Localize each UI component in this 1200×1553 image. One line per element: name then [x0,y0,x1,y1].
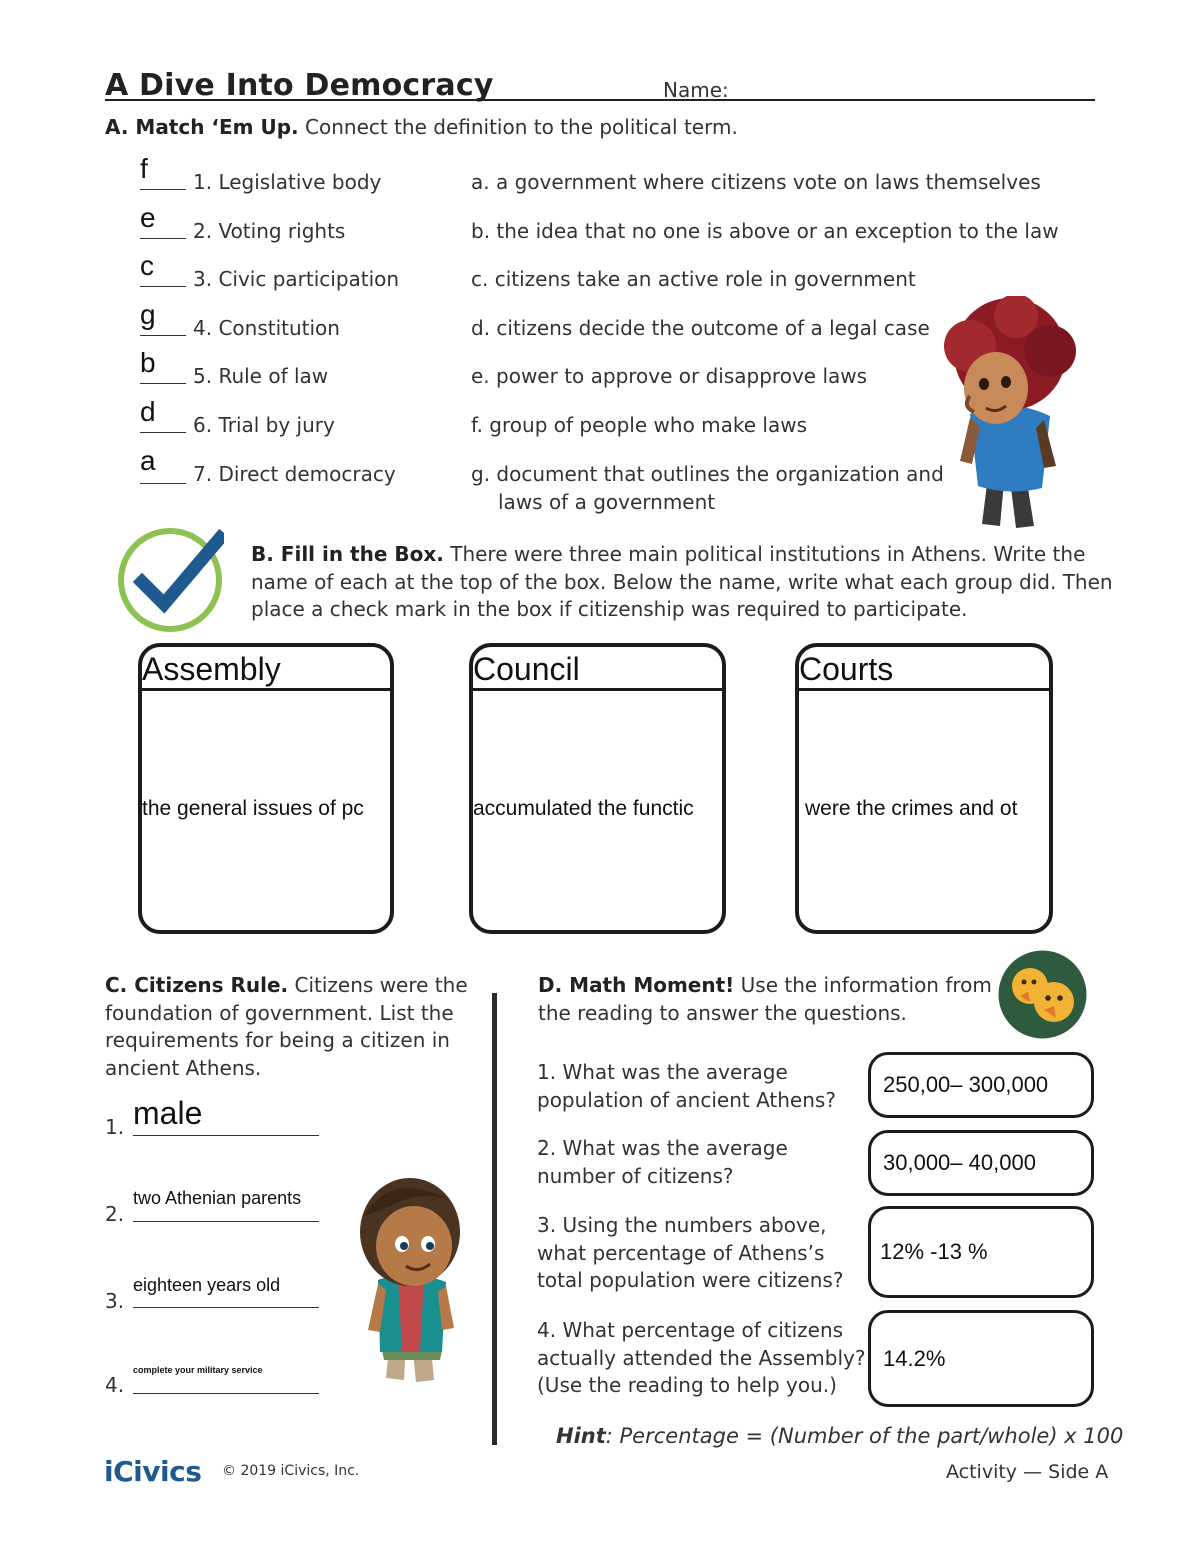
definition-item: e. power to approve or disapprove laws [471,364,868,388]
term-label: 2. Voting rights [193,219,346,243]
section-b-instruction-1: There were three main political institutions in Athens. Write the [443,542,1086,566]
character-illustration-2 [350,1160,470,1390]
term-label: 3. Civic participation [193,267,400,291]
math-answer-box-4[interactable]: 14.2% [868,1310,1094,1407]
question-line: (Use the reading to help you.) [537,1373,837,1398]
question-line: 1. What was the average [537,1060,788,1084]
question-line: 2. What was the average [537,1136,788,1160]
requirement-blank[interactable] [133,1135,319,1136]
section-b-instruction-3: place a check mark in the box if citizenship was required to participate. [251,597,968,622]
term-label: 6. Trial by jury [193,413,335,437]
institution-box-assembly[interactable] [138,643,394,934]
answer-blank[interactable] [140,483,186,484]
section-d-heading [538,972,992,1027]
requirement-number: 2. [105,1202,125,1226]
section-d-line-1: Use the information from [734,973,992,997]
term-answer[interactable]: b [140,347,156,378]
definition-item-continued: laws of a government [498,490,716,514]
hint-label: Hint [556,1424,606,1448]
column-divider [492,993,497,1445]
term-label: 7. Direct democracy [193,462,396,486]
section-d-line-2: the reading to answer the questions. [538,1000,907,1025]
requirement-blank[interactable] [133,1393,319,1394]
answer-blank[interactable] [140,286,186,287]
section-b-heading [251,541,1113,624]
section-c-line-4: ancient Athens. [105,1055,262,1080]
term-answer[interactable]: f [140,153,148,184]
question-line: 3. Using the numbers above, [537,1213,827,1237]
section-c-line-1: Citizens were the [288,973,468,997]
institution-box-description[interactable]: were the crimes and ot [805,797,1018,820]
answer-blank[interactable] [140,189,186,190]
question-line: 4. What percentage of citizens [537,1318,844,1342]
term-label: 5. Rule of law [193,364,329,388]
math-answer-box-3[interactable]: 12% -13 % [868,1206,1094,1298]
section-c-line-2: foundation of government. List the [105,1000,454,1025]
math-answer-box-1[interactable]: 250,00– 300,000 [868,1052,1094,1118]
question-line: actually attended the Assembly? [537,1345,866,1370]
answer-blank[interactable] [140,335,186,336]
term-label: 4. Constitution [193,316,340,340]
term-answer[interactable]: a [140,445,156,476]
copyright-text: © 2019 iCivics, Inc. [222,1463,360,1479]
math-answer-box-2[interactable]: 30,000– 40,000 [868,1130,1094,1196]
term-answer[interactable]: e [140,202,156,233]
definition-item: d. citizens decide the outcome of a legal case [471,316,930,340]
institution-box-council[interactable] [469,643,726,934]
institution-box-description[interactable]: accumulated the functic [473,797,694,820]
institution-box-title[interactable]: Courts [799,647,1049,691]
section-a-instruction: Connect the definition to the political term. [298,115,738,139]
section-c-title: C. Citizens Rule. [105,973,289,997]
term-label: 1. Legislative body [193,170,382,194]
icivics-logo: iCivics [104,1455,202,1488]
check-mark-icon [116,526,224,634]
question-line: population of ancient Athens? [537,1087,836,1112]
page-side-label: Activity — Side A [946,1461,1109,1483]
section-a-title: A. Match ‘Em Up. [105,115,299,139]
term-answer[interactable]: d [140,396,156,427]
math-question-1 [537,1059,836,1114]
requirement-answer[interactable]: male [133,1095,203,1131]
question-line: what percentage of Athens’s [537,1240,825,1265]
institution-box-title[interactable]: Council [473,647,722,691]
answer-blank[interactable] [140,432,186,433]
math-question-3 [537,1212,843,1295]
name-label: Name: [663,78,729,102]
section-c-line-3: requirements for being a citizen in [105,1028,450,1053]
citizen-requirement-3 [105,1273,325,1318]
requirement-number: 4. [105,1373,125,1397]
institution-box-description[interactable]: the general issues of pc [142,797,364,820]
citizen-requirement-2 [105,1186,325,1231]
requirement-answer[interactable]: complete your military service [133,1365,263,1375]
math-question-2 [537,1135,788,1190]
page-title: A Dive Into Democracy [105,68,494,103]
term-answer[interactable]: c [140,250,154,281]
definition-item: a. a government where citizens vote on laws themselves [471,170,1041,194]
citizen-requirement-1 [105,1095,325,1140]
institution-box-title[interactable]: Assembly [142,647,390,691]
requirement-blank[interactable] [133,1307,319,1308]
definition-item: b. the idea that no one is above or an exception to the law [471,219,1059,243]
answer-blank[interactable] [140,383,186,384]
citizen-requirement-4 [105,1363,325,1408]
question-line: total population were citizens? [537,1268,844,1293]
answer-blank[interactable] [140,238,186,239]
requirement-blank[interactable] [133,1221,319,1222]
requirement-answer[interactable]: two Athenian parents [133,1188,302,1208]
section-b-instruction-2: name of each at the top of the box. Below the name, write what each group did. Then [251,569,1113,594]
section-d-title: D. Math Moment! [538,973,735,997]
institution-box-courts[interactable] [795,643,1053,934]
section-c-heading [105,972,468,1082]
requirement-number: 3. [105,1289,125,1313]
math-question-4 [537,1317,866,1400]
requirement-number: 1. [105,1115,125,1139]
term-answer[interactable]: g [140,299,156,330]
section-b-title: B. Fill in the Box. [251,542,444,566]
thinking-emoji-icon [998,950,1087,1039]
requirement-answer[interactable]: eighteen years old [133,1275,281,1295]
hint-text [556,1424,1123,1448]
hint-formula: : Percentage = (Number of the part/whole) x 100 [605,1424,1124,1448]
name-line[interactable] [105,99,1095,101]
definition-item: f. group of people who make laws [471,413,808,437]
question-line: number of citizens? [537,1163,734,1188]
section-a-heading [105,114,738,142]
definition-item: c. citizens take an active role in government [471,267,916,291]
definition-item: g. document that outlines the organization and [471,462,944,486]
character-illustration-1 [930,296,1100,536]
